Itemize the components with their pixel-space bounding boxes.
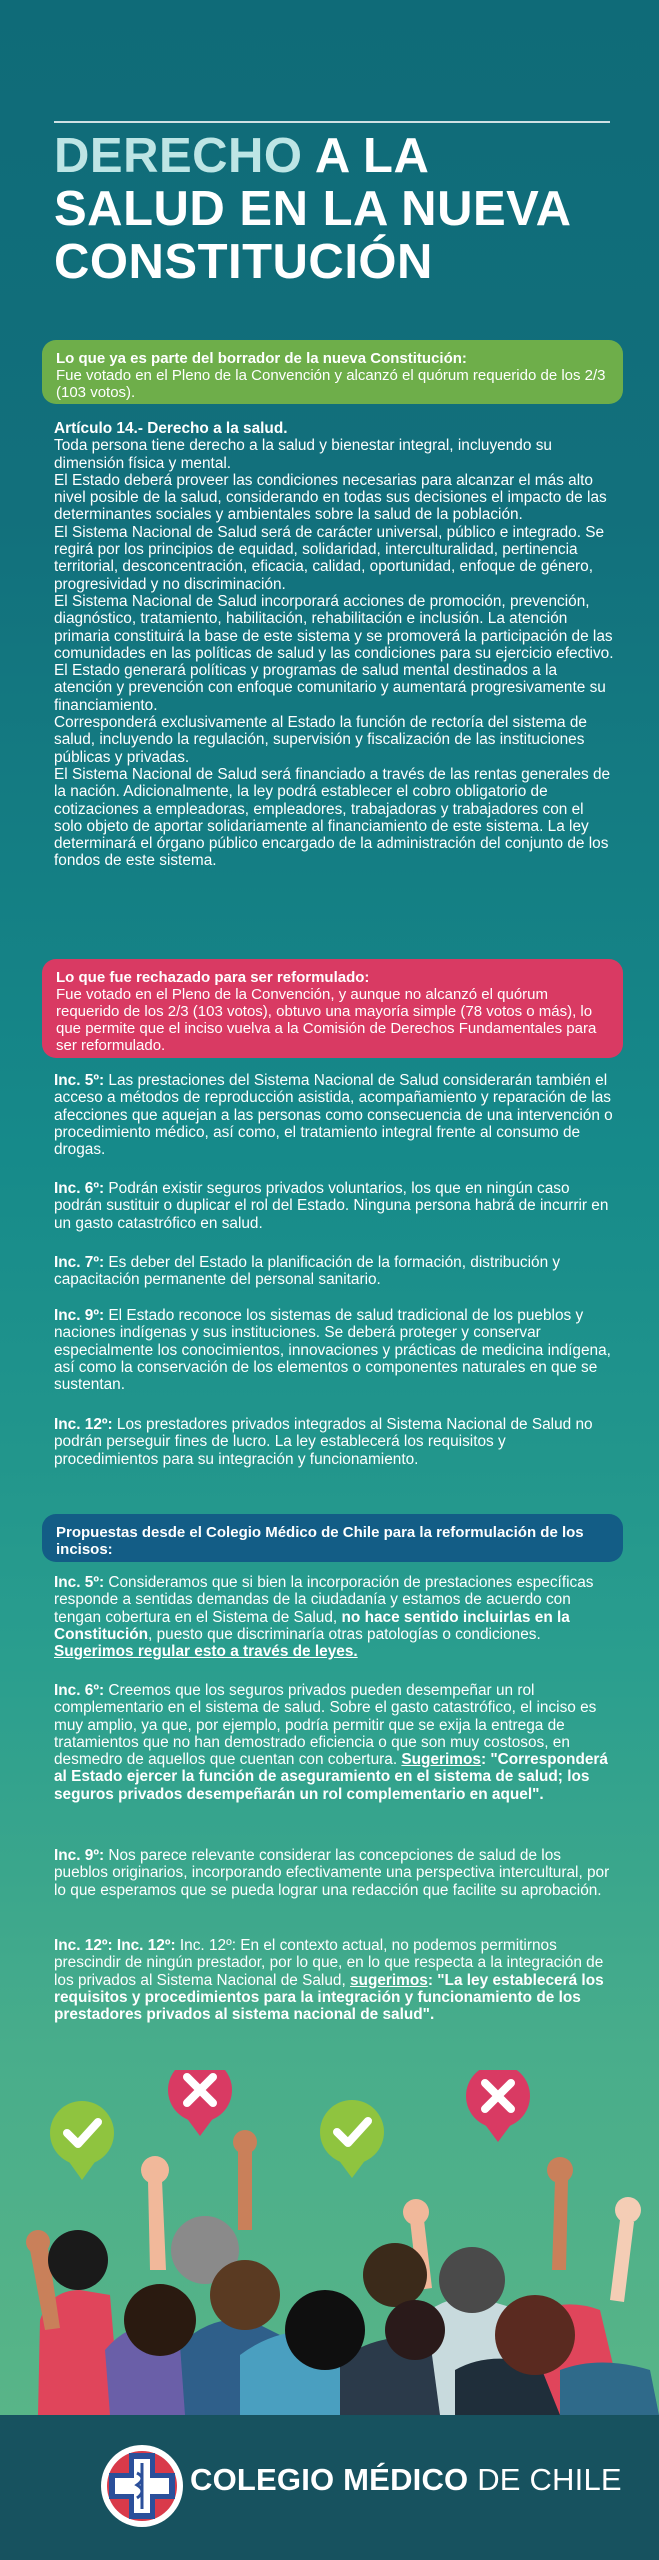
article-paragraph: El Sistema Nacional de Salud será de carácter universal, público e integrado. Se regirá por los principios de equidad, solidaridad, interculturalidad, pertinencia territorial, desconcentración, eficacia, calidad, oportunidad, enfoque de género, progresividad y no discriminación.: [54, 523, 605, 593]
proposal-inc-5: [54, 1574, 614, 1660]
proposal-suggestion: sugerimos: [350, 1971, 428, 1989]
inc-label: Inc. 6º:: [54, 1682, 105, 1699]
crowd-people: [26, 2130, 659, 2415]
brand-strong: COLEGIO MÉDICO: [190, 2462, 469, 2497]
rejected-inc-12: [54, 1416, 614, 1468]
rejected-inc-6: [54, 1180, 614, 1232]
proposal-emphasis: no hace sentido incluirlas en la Constitución: [54, 1608, 570, 1643]
inc-text: Los prestadores privados integrados al Sistema Nacional de Salud no podrán perseguir fines de lucro. La ley establecerá los requisitos y procedimientos para su integración y funcionamiento.: [54, 1416, 593, 1468]
article-heading: Artículo 14.- Derecho a la salud.: [54, 420, 288, 437]
proposal-text: Consideramos que si bien la incorporación de prestaciones específicas responde a sentidas demandas de la ciudadanía y estamos de acuerdo con tengan cobertura en el Sistema de Salud,: [54, 1574, 594, 1626]
proposal-suggestion: Sugerimos regular esto a través de leyes.: [54, 1643, 358, 1661]
colegio-medico-logo-icon: [99, 2443, 185, 2529]
cross-pin-icon: [466, 2070, 530, 2142]
rejected-inc-7: [54, 1254, 614, 1289]
title-line2: SALUD EN LA NUEVA: [54, 182, 572, 236]
brand-light: DE CHILE: [468, 2462, 622, 2497]
rejected-body: Fue votado en el Pleno de la Convención, y aunque no alcanzó el quórum requerido de los 2/3 (103 votos), obtuvo una mayoría simple (78 votos o más), lo que permite que el inciso vuelva a la Comisión de Derechos Fundamentales para ser reformulado.: [56, 986, 597, 1054]
approved-heading: Lo que ya es parte del borrador de la nueva Constitución:: [56, 350, 467, 367]
check-pin-icon: [320, 2100, 384, 2178]
rejected-inc-5: [54, 1072, 614, 1158]
proposals-banner: [42, 1514, 623, 1562]
proposal-quote: : "Corresponderá al Estado ejercer la función de aseguramiento en el sistema de salud; los seguros privados desempeñarán un rol complementario en aquel".: [54, 1751, 608, 1803]
article-paragraph: El Estado deberá proveer las condiciones necesarias para alcanzar el más alto nivel posible de la salud, considerando en todas sus decisiones el impacto de las determinantes sociales y ambientales sobre la salud de la población.: [54, 471, 607, 524]
article-paragraph: Toda persona tiene derecho a la salud y bienestar integral, incluyendo su dimensión física y mental.: [54, 437, 552, 472]
article-paragraph: El Sistema Nacional de Salud incorporará acciones de promoción, prevención, diagnóstico, tratamiento, habilitación, rehabilitación e inclusión. La atención primaria constituirá la base de este sistema y se promoverá la participación de las comunidades en las políticas de salud y las condiciones para su ejercicio efectivo.: [54, 592, 614, 662]
inc-label: Inc. 5º:: [54, 1574, 105, 1591]
footer-brand: [190, 2462, 622, 2498]
proposal-text: Nos parece relevante considerar las concepciones de salud de los pueblos originarios, incorporando efectivamente una perspectiva intercultural, por lo que esperamos que se pueda lograr una redacción que facilite su aprobación.: [54, 1847, 610, 1899]
title-line1-rest: A LA: [302, 129, 430, 183]
proposal-text: , puesto que discriminaría otras patologías o condiciones.: [148, 1625, 541, 1643]
inc-text: Podrán existir seguros privados voluntarios, los que en ningún caso podrán sustituir o duplicar el rol del Estado. Ninguna persona habrá de incurrir en un gasto catastrófico en salud.: [54, 1180, 609, 1232]
inc-text: El Estado reconoce los sistemas de salud tradicional de los pueblos y naciones indígenas y sus instituciones. Se deberá proteger y conservar especialmente los conocimientos, innovaciones y prácticas de medicina indígena, así como la conservación de los elementos o componentes naturales en que se sustentan.: [54, 1307, 611, 1394]
proposal-inc-6: [54, 1682, 614, 1803]
proposal-quote: : "La ley establecerá los requisitos y procedimientos para la integración y funcionamiento de los prestadores privados al sistema nacional de salud".: [54, 1971, 604, 2024]
inc-label: Inc. 6º:: [54, 1180, 105, 1197]
cross-pin-icon: [168, 2070, 232, 2136]
proposal-inc-9: [54, 1847, 614, 1899]
inc-label: Inc. 7º:: [54, 1254, 105, 1271]
proposal-suggestion: Sugerimos: [401, 1751, 481, 1769]
inc-label: Inc. 9º:: [54, 1847, 105, 1864]
top-divider: [54, 121, 610, 123]
crowd-illustration: [0, 2070, 659, 2415]
article-paragraph: El Estado generará políticas y programas de salud mental destinados a la atención y prevención con enfoque comunitario y aumentará progresivamente su financiamiento.: [54, 662, 606, 714]
inc-text: Las prestaciones del Sistema Nacional de Salud considerarán también el acceso a métodos de reproducción asistida, acompañamiento y reparación de las afecciones que aquejan a las personas como consecuencia de una intervención o procedimiento médico, así como, el tratamiento integral frente al consumo de drogas.: [54, 1072, 613, 1159]
inc-label: Inc. 9º:: [54, 1307, 105, 1324]
approved-body: Fue votado en el Pleno de la Convención y alcanzó el quórum requerido de los 2/3 (103 votos).: [56, 367, 606, 401]
check-pin-icon: [50, 2101, 114, 2180]
inc-label: Inc. 5º:: [54, 1072, 105, 1089]
article-paragraph: El Sistema Nacional de Salud será financiado a través de las rentas generales de la nación. Adicionalmente, la ley podrá establecer el cobro obligatorio de cotizaciones a empleadoras, empleadores, trabajadoras y trabajadores con el solo objeto de aportar solidariamente al financiamiento de este sistema. La ley determinará el órgano público encargado de la administración del conjunto de los fondos de este sistema.: [54, 765, 611, 870]
rejected-heading: Lo que fue rechazado para ser reformulado:: [56, 969, 370, 986]
proposal-text: Inc. 12º: En el contexto actual, no podemos permitirnos prescindir de ningún prestador, por lo que, en lo que respecta a la integración de los privados al Sistema Nacional de Salud,: [54, 1937, 604, 1989]
article-paragraph: Corresponderá exclusivamente al Estado la función de rectoría del sistema de salud, incluyendo la regulación, supervisión y fiscalización de las instituciones públicas y privadas.: [54, 714, 587, 766]
proposals-heading: Propuestas desde el Colegio Médico de Chile para la reformulación de los incisos:: [56, 1524, 584, 1558]
title-accent: DERECHO: [54, 129, 303, 183]
proposal-inc-12: [54, 1937, 614, 2023]
article-14: [54, 420, 614, 870]
page-title: [54, 130, 614, 289]
rejected-banner: [42, 959, 623, 1058]
inc-text: Es deber del Estado la planificación de la formación, distribución y capacitación permanente del personal sanitario.: [54, 1254, 561, 1289]
inc-label: Inc. 12º: Inc. 12º:: [54, 1937, 176, 1954]
inc-label: Inc. 12º:: [54, 1416, 113, 1433]
proposal-text: Creemos que los seguros privados pueden desempeñar un rol complementario en el sistema de salud. Sobre el gasto catastrófico, el inciso es muy amplio, ya que, por ejemplo, podría permitir que se exija la entrega de tratamientos que no han demostrado eficiencia o que son muy costosos, en desmedro de aquellos que cuentan con cobertura.: [54, 1682, 597, 1769]
rejected-inc-9: [54, 1307, 614, 1393]
approved-banner: [42, 340, 623, 404]
title-line3: CONSTITUCIÓN: [54, 235, 433, 289]
